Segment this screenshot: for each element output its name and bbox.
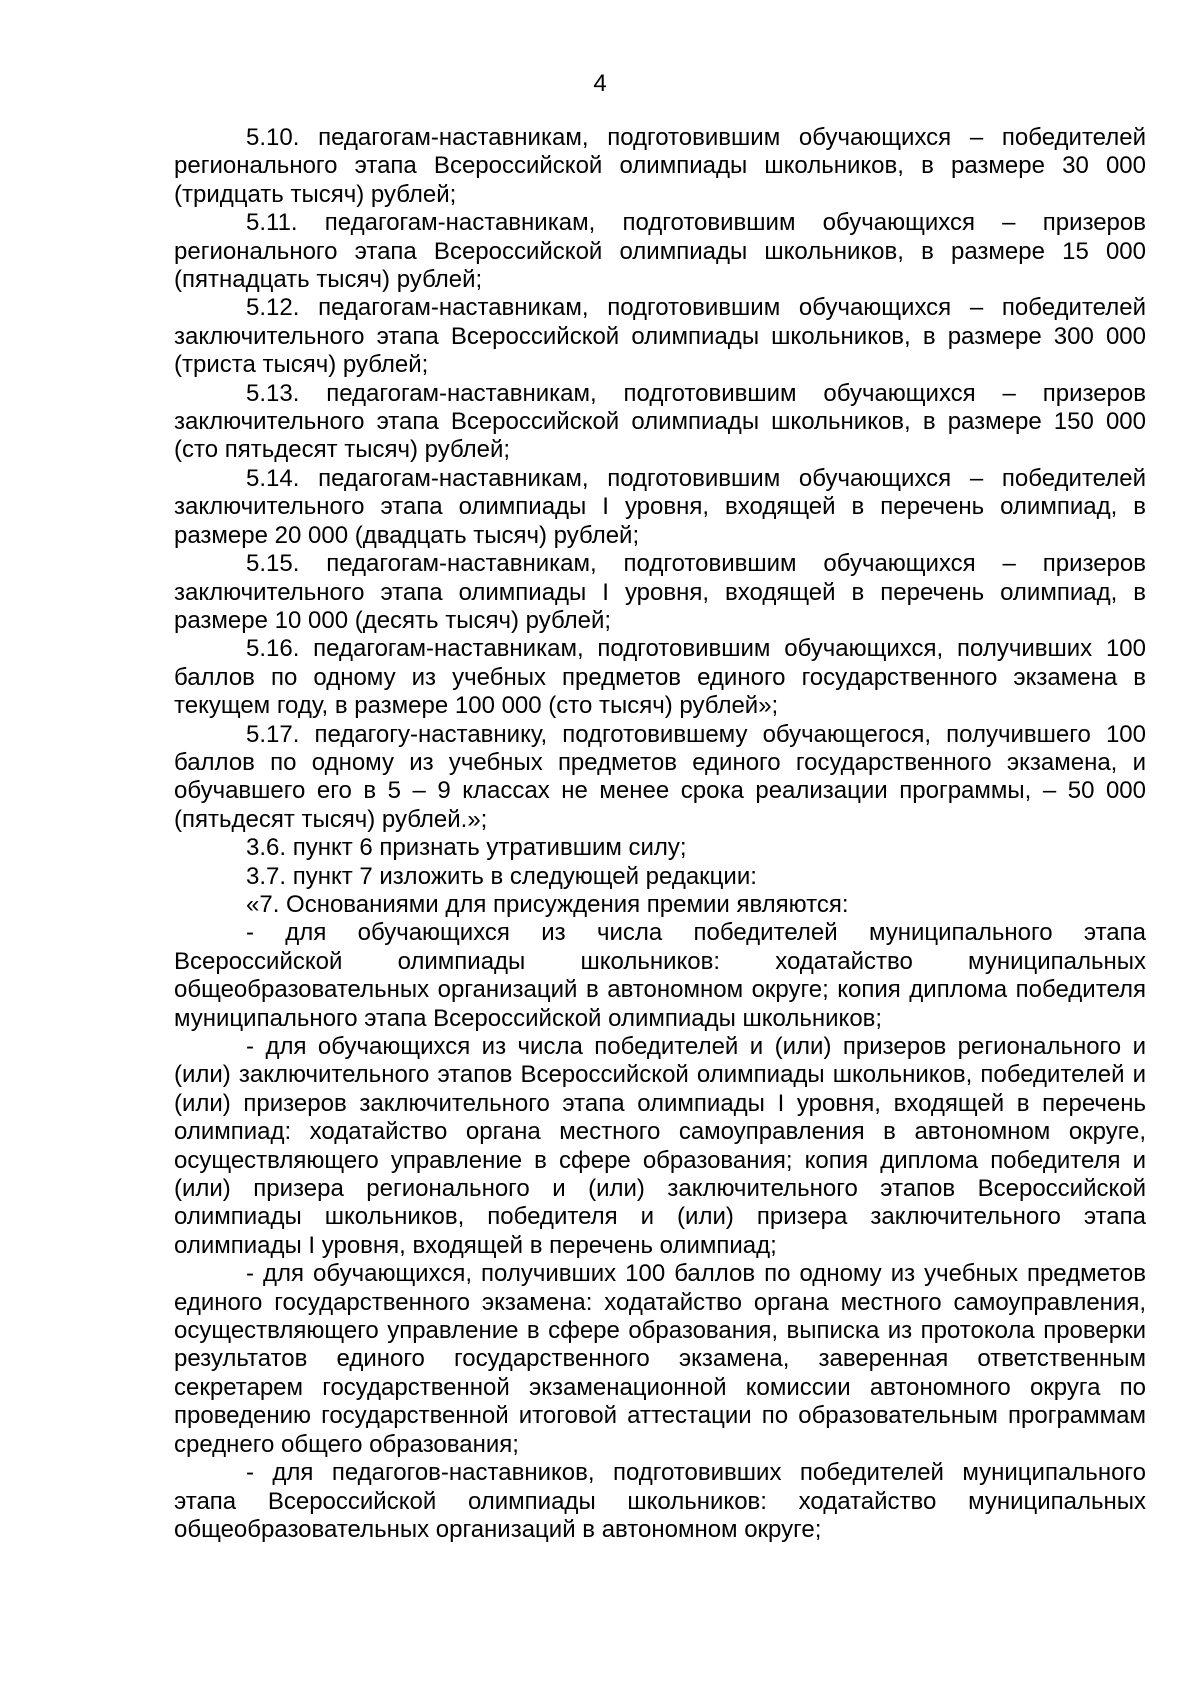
paragraph-5-14: 5.14. педагогам-наставникам, подготовившим обучающихся – победителей заключительного этапа олимпиады I уровня, входящей в перечень олимпиад, в размере 20 000 (двадцать тысяч) рублей; [174, 464, 1146, 549]
paragraph-5-15: 5.15. педагогам-наставникам, подготовившим обучающихся – призеров заключительного этапа олимпиады I уровня, входящей в перечень олимпиад, в размере 10 000 (десять тысяч) рублей; [174, 550, 1146, 634]
paragraph-bullet-mentors: - для педагогов-наставников, подготовивших победителей муниципального этапа Всероссийской олимпиады школьников: ходатайство муниципальных общеобразовательных организаций в автономном округе; [174, 1459, 1146, 1543]
page-number: 4 [593, 70, 607, 97]
paragraph-bullet-regional-final: - для обучающихся из числа победителей и (или) призеров регионального и (или) заключительного этапов Всероссийской олимпиады школьников, победителей и (или) призеров заключительного этапа олимпиады I уровня, входящей в перечень олимпиад: ходатайство органа местного самоуправления в автономном округе, осуществляющего управление в сфере образования; копия диплома победителя и (или) призера регионального и (или) заключительного этапов Всероссийской олимпиады школьников, победителя и (или) призера заключительного этапа олимпиады I уровня, входящей в перечень олимпиад; [174, 1033, 1146, 1259]
paragraph-5-17: 5.17. педагогу-наставнику, подготовившему обучающегося, получившего 100 баллов по одному из учебных предметов единого государственного экзамена, и обучавшего его в 5 – 9 классах не менее срока реализации программы, – 50 000 (пятьдесят тысяч) рублей.»; [174, 720, 1146, 833]
paragraph-5-11: 5.11. педагогам-наставникам, подготовившим обучающихся – призеров регионального этапа Всероссийской олимпиады школьников, в размере 15 000 (пятнадцать тысяч) рублей; [174, 209, 1146, 294]
paragraph-3-6: 3.6. пункт 6 признать утратившим силу; [246, 834, 687, 862]
paragraph-5-10: 5.10. педагогам-наставникам, подготовившим обучающихся – победителей регионального этапа Всероссийской олимпиады школьников, в размере 30 000 (тридцать тысяч) рублей; [174, 124, 1146, 208]
document-body [174, 124, 1146, 1544]
paragraph-7-heading: «7. Основаниями для присуждения премии являются: [246, 890, 849, 918]
paragraph-5-13: 5.13. педагогам-наставникам, подготовившим обучающихся – призеров заключительного этапа Всероссийской олимпиады школьников, в размере 150 000 (сто пятьдесят тысяч) рублей; [174, 379, 1146, 464]
paragraph-bullet-municipal-winners: - для обучающихся из числа победителей муниципального этапа Всероссийской олимпиады школьников: ходатайство муниципальных общеобразовательных организаций в автономном округе; копия диплома победителя муниципального этапа Всероссийской олимпиады школьников; [174, 919, 1146, 1032]
paragraph-5-16: 5.16. педагогам-наставникам, подготовившим обучающихся, получивших 100 баллов по одному из учебных предметов единого государственного экзамена в текущем году, в размере 100 000 (сто тысяч) рублей»; [174, 635, 1146, 720]
paragraph-5-12: 5.12. педагогам-наставникам, подготовившим обучающихся – победителей заключительного этапа Всероссийской олимпиады школьников, в размере 300 000 (триста тысяч) рублей; [174, 294, 1146, 379]
paragraph-3-7: 3.7. пункт 7 изложить в следующей редакции: [246, 862, 757, 890]
paragraph-bullet-100-points: - для обучающихся, получивших 100 баллов по одному из учебных предметов единого государственного экзамена: ходатайство органа местного самоуправления, осуществляющего управление в сфере образования, выписка из протокола проверки результатов единого государственного экзамена, заверенная ответственным секретарем государственной экзаменационной комиссии автономного округа по проведению государственной итоговой аттестации по образовательным программам среднего общего образования; [174, 1260, 1146, 1458]
